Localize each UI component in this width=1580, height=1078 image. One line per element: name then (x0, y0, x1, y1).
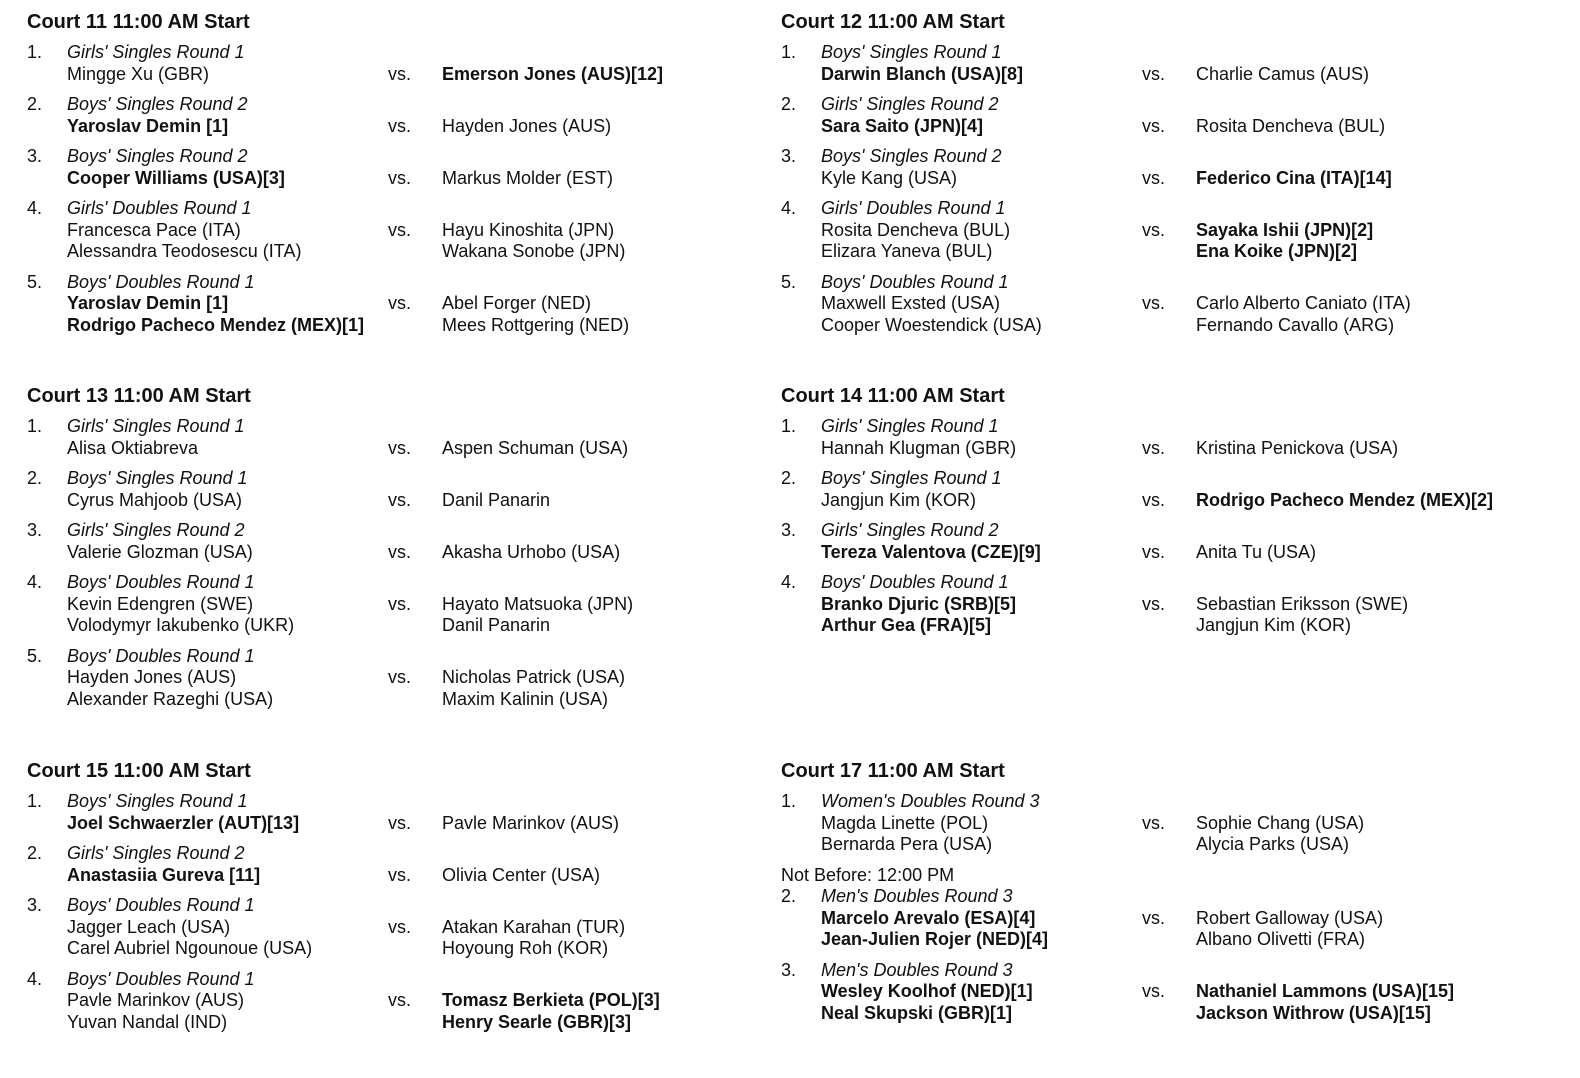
court-title: Court 15 11:00 AM Start (27, 760, 251, 782)
side-a-players (67, 917, 388, 960)
side-b-players (442, 813, 619, 835)
match-row (27, 490, 787, 512)
event-name: Girls' Singles Round 1 (67, 416, 245, 436)
vs-label: vs. (388, 489, 412, 510)
vs-label: vs. (1142, 293, 1166, 313)
player-name: Akasha Urhobo (USA) (442, 541, 621, 562)
side-a-players (821, 981, 1142, 1024)
match-number: 1. (781, 42, 797, 62)
player-name: Pavle Marinkov (AUS) (67, 990, 245, 1010)
player-name: Pavle Marinkov (AUS) (442, 812, 620, 833)
player-name: Rodrigo Pacheco Mendez (MEX)[2] (1196, 489, 1494, 510)
player-name: Hayden Jones (AUS) (442, 115, 612, 136)
court-title: Court 11 11:00 AM Start (27, 11, 250, 33)
player-name: Yaroslav Demin [1] (67, 115, 229, 136)
court-title: Court 13 11:00 AM Start (27, 385, 251, 407)
court-12-schedule (781, 10, 1541, 345)
player-name: Arthur Gea (FRA)[5] (821, 615, 991, 635)
vs-label: vs. (1142, 489, 1166, 510)
match-entry (27, 198, 787, 263)
side-b-players (1196, 908, 1383, 951)
side-a-players (821, 64, 1142, 86)
player-name: Darwin Blanch (USA)[8] (821, 63, 1024, 84)
match-entry (27, 272, 787, 337)
player-name: Charlie Camus (AUS) (1196, 63, 1370, 84)
vs-label: vs. (388, 916, 412, 937)
player-name: Tereza Valentova (CZE)[9] (821, 541, 1041, 562)
player-name: Aspen Schuman (USA) (442, 437, 629, 458)
side-b-players (442, 438, 628, 460)
player-name: Atakan Karahan (TUR) (442, 916, 626, 937)
side-a-players (67, 813, 388, 835)
vs-label: vs. (388, 812, 412, 833)
player-name: Maxwell Exsted (USA) (821, 293, 1001, 313)
match-row (27, 168, 787, 190)
side-a-players (821, 438, 1142, 460)
side-b-players (1196, 168, 1392, 190)
event-name: Boys' Doubles Round 1 (67, 895, 255, 915)
match-entry (781, 42, 1541, 85)
match-entry (781, 468, 1541, 511)
match-number: 1. (27, 791, 43, 811)
player-name: Cooper Woestendick (USA) (821, 314, 1042, 335)
match-row (781, 293, 1541, 336)
match-number: 3. (781, 146, 797, 166)
match-number: 5. (27, 271, 43, 292)
match-row (781, 168, 1541, 190)
event-name: Men's Doubles Round 3 (821, 959, 1013, 980)
match-entry (781, 146, 1541, 189)
side-b-players (1196, 981, 1454, 1024)
match-entry (781, 94, 1541, 137)
player-name: Cooper Williams (USA)[3] (67, 167, 285, 188)
side-a-players (821, 542, 1142, 564)
match-row (781, 594, 1541, 637)
side-a-players (821, 293, 1142, 336)
event-name: Girls' Singles Round 1 (67, 42, 245, 62)
player-name: Carlo Alberto Caniato (ITA) (1196, 293, 1411, 313)
event-name: Men's Doubles Round 3 (821, 886, 1013, 906)
match-number: 1. (781, 416, 797, 436)
side-b-players (442, 293, 629, 336)
side-b-players (442, 667, 625, 710)
side-b-players (442, 917, 625, 960)
match-row (781, 908, 1541, 951)
event-name: Boys' Doubles Round 1 (67, 968, 255, 989)
player-name: Ena Koike (JPN)[2] (1196, 241, 1358, 261)
side-a-players (821, 490, 1142, 512)
side-a-players (67, 542, 388, 564)
event-name: Boys' Singles Round 2 (67, 146, 248, 166)
player-name: Bernarda Pera (USA) (821, 834, 993, 854)
side-b-players (1196, 293, 1411, 336)
player-name: Alexander Razeghi (USA) (67, 688, 274, 709)
player-name: Elizara Yaneva (BUL) (821, 241, 993, 261)
side-b-players (442, 64, 663, 86)
event-name: Girls' Doubles Round 1 (67, 198, 252, 218)
side-a-players (67, 116, 388, 138)
player-name: Hayden Jones (AUS) (67, 667, 237, 687)
court-14-schedule (781, 384, 1541, 646)
match-entry (27, 146, 787, 189)
court-11-schedule (27, 10, 787, 345)
side-b-players (442, 865, 600, 887)
match-entry (27, 969, 787, 1034)
side-a-players (67, 990, 388, 1033)
player-name: Sebastian Eriksson (SWE) (1196, 593, 1409, 614)
side-a-players (67, 865, 388, 887)
player-name: Jean-Julien Rojer (NED)[4] (821, 929, 1049, 949)
vs-label: vs. (388, 219, 412, 240)
event-name: Boys' Singles Round 1 (821, 42, 1002, 62)
match-row (781, 981, 1541, 1024)
player-name: Kyle Kang (USA) (821, 167, 958, 188)
player-name: Sophie Chang (USA) (1196, 812, 1365, 833)
match-row (27, 990, 787, 1033)
side-a-players (67, 168, 388, 190)
player-name: Sara Saito (JPN)[4] (821, 115, 984, 136)
match-number: 2. (781, 886, 797, 906)
match-row (27, 917, 787, 960)
player-name: Nicholas Patrick (USA) (442, 667, 626, 687)
match-entry (27, 42, 787, 85)
match-number: 3. (27, 895, 43, 915)
side-a-players (67, 64, 388, 86)
event-name: Girls' Singles Round 1 (821, 416, 999, 436)
player-name: Hayu Kinoshita (JPN) (442, 219, 615, 240)
match-number: 3. (781, 520, 797, 540)
match-entry (27, 416, 787, 459)
vs-label: vs. (1142, 907, 1166, 928)
vs-label: vs. (1142, 437, 1166, 458)
match-number: 1. (27, 42, 43, 62)
match-row (781, 490, 1541, 512)
match-entry (27, 895, 787, 960)
player-name: Hayato Matsuoka (JPN) (442, 593, 634, 614)
court-title: Court 17 11:00 AM Start (781, 760, 1005, 782)
player-name: Rosita Dencheva (BUL) (821, 219, 1011, 240)
match-entry (27, 572, 787, 637)
match-entry (781, 198, 1541, 263)
match-number: 5. (781, 271, 797, 292)
player-name: Albano Olivetti (FRA) (1196, 929, 1366, 949)
event-name: Women's Doubles Round 3 (821, 791, 1040, 811)
vs-label: vs. (388, 667, 412, 687)
court-title: Court 14 11:00 AM Start (781, 385, 1005, 407)
event-name: Boys' Doubles Round 1 (821, 271, 1009, 292)
side-a-players (821, 220, 1142, 263)
side-b-players (1196, 438, 1398, 460)
player-name: Fernando Cavallo (ARG) (1196, 314, 1395, 335)
player-name: Sayaka Ishii (JPN)[2] (1196, 219, 1374, 240)
player-name: Kevin Edengren (SWE) (67, 593, 254, 614)
side-b-players (1196, 813, 1364, 856)
event-name: Girls' Singles Round 2 (821, 520, 999, 540)
player-name: Robert Galloway (USA) (1196, 907, 1384, 928)
side-b-players (442, 490, 550, 512)
match-entry (27, 843, 787, 886)
event-name: Boys' Singles Round 1 (67, 468, 248, 488)
match-row (781, 813, 1541, 856)
match-row (781, 542, 1541, 564)
player-name: Hoyoung Roh (KOR) (442, 938, 609, 958)
vs-label: vs. (388, 437, 412, 458)
side-b-players (1196, 64, 1369, 86)
player-name: Joel Schwaerzler (AUT)[13] (67, 812, 300, 833)
vs-label: vs. (1142, 219, 1166, 240)
player-name: Mingge Xu (GBR) (67, 63, 210, 84)
match-row (27, 220, 787, 263)
match-entry (27, 646, 787, 711)
vs-label: vs. (1142, 63, 1166, 84)
match-row (27, 865, 787, 887)
match-entry (781, 272, 1541, 337)
side-a-players (67, 438, 388, 460)
event-name: Girls' Doubles Round 1 (821, 198, 1006, 218)
player-name: Henry Searle (GBR)[3] (442, 1011, 632, 1032)
match-number: 4. (27, 198, 43, 218)
vs-label: vs. (1142, 115, 1166, 136)
player-name: Abel Forger (NED) (442, 293, 592, 313)
side-b-players (1196, 490, 1493, 512)
match-number: 3. (27, 146, 43, 166)
match-row (27, 293, 787, 336)
match-number: 3. (781, 959, 797, 980)
vs-label: vs. (388, 864, 412, 885)
player-name: Wakana Sonobe (JPN) (442, 241, 626, 261)
vs-label: vs. (388, 990, 412, 1010)
side-b-players (442, 220, 625, 263)
match-number: 4. (781, 572, 797, 592)
match-row (781, 64, 1541, 86)
side-a-players (821, 908, 1142, 951)
player-name: Anastasiia Gureva [11] (67, 864, 261, 885)
player-name: Alessandra Teodosescu (ITA) (67, 241, 302, 261)
event-name: Boys' Singles Round 1 (67, 791, 248, 811)
match-number: 4. (27, 968, 43, 989)
player-name: Alycia Parks (USA) (1196, 834, 1350, 854)
player-name: Danil Panarin (442, 489, 551, 510)
match-number: 4. (781, 198, 797, 218)
event-name: Boys' Singles Round 2 (821, 146, 1002, 166)
player-name: Hannah Klugman (GBR) (821, 437, 1017, 458)
side-b-players (442, 990, 660, 1033)
player-name: Cyrus Mahjoob (USA) (67, 489, 243, 510)
match-number: 4. (27, 572, 43, 592)
player-name: Danil Panarin (442, 615, 551, 635)
player-name: Branko Djuric (SRB)[5] (821, 593, 1017, 614)
player-name: Magda Linette (POL) (821, 812, 989, 833)
event-name: Boys' Doubles Round 1 (821, 572, 1009, 592)
side-b-players (442, 542, 620, 564)
match-row (781, 116, 1541, 138)
side-b-players (442, 594, 633, 637)
side-a-players (67, 220, 388, 263)
match-entry (781, 886, 1541, 951)
match-row (27, 667, 787, 710)
match-number: 5. (27, 645, 43, 666)
side-a-players (821, 594, 1142, 637)
player-name: Rosita Dencheva (BUL) (1196, 115, 1386, 136)
match-row (27, 116, 787, 138)
match-number: 2. (781, 468, 797, 488)
event-name: Boys' Doubles Round 1 (67, 271, 255, 292)
vs-label: vs. (388, 115, 412, 136)
vs-label: vs. (388, 293, 412, 313)
vs-label: vs. (388, 167, 412, 188)
side-a-players (67, 293, 388, 336)
vs-label: vs. (388, 541, 412, 562)
player-name: Alisa Oktiabreva (67, 437, 199, 458)
vs-label: vs. (1142, 541, 1166, 562)
match-row (27, 594, 787, 637)
side-b-players (1196, 116, 1385, 138)
match-row (781, 220, 1541, 263)
match-number: 2. (27, 843, 43, 863)
side-a-players (67, 490, 388, 512)
player-name: Yuvan Nandal (IND) (67, 1011, 228, 1032)
match-number: 2. (781, 94, 797, 114)
match-row (27, 438, 787, 460)
event-name: Boys' Singles Round 1 (821, 468, 1002, 488)
player-name: Carel Aubriel Ngounoue (USA) (67, 938, 313, 958)
player-name: Yaroslav Demin [1] (67, 293, 229, 313)
side-b-players (442, 116, 611, 138)
court-15-schedule (27, 759, 787, 1042)
match-entry (781, 572, 1541, 637)
side-a-players (821, 813, 1142, 856)
player-name: Olivia Center (USA) (442, 864, 601, 885)
match-number: 2. (27, 468, 43, 488)
player-name: Kristina Penickova (USA) (1196, 437, 1399, 458)
player-name: Francesca Pace (ITA) (67, 219, 241, 240)
player-name: Valerie Glozman (USA) (67, 541, 253, 562)
court-13-schedule (27, 384, 787, 719)
player-name: Markus Molder (EST) (442, 167, 614, 188)
player-name: Marcelo Arevalo (ESA)[4] (821, 907, 1036, 928)
side-b-players (1196, 594, 1408, 637)
match-entry (781, 416, 1541, 459)
match-entry (781, 960, 1541, 1025)
side-a-players (821, 116, 1142, 138)
player-name: Jangjun Kim (KOR) (821, 489, 977, 510)
match-number: 1. (27, 416, 43, 436)
event-name: Girls' Singles Round 2 (67, 843, 245, 863)
vs-label: vs. (1142, 812, 1166, 833)
player-name: Emerson Jones (AUS)[12] (442, 63, 664, 84)
event-name: Boys' Doubles Round 1 (67, 645, 255, 666)
match-row (27, 64, 787, 86)
player-name: Neal Skupski (GBR)[1] (821, 1002, 1013, 1023)
match-entry (27, 94, 787, 137)
player-name: Jagger Leach (USA) (67, 916, 231, 937)
court-title: Court 12 11:00 AM Start (781, 11, 1005, 33)
court-17-schedule (781, 759, 1541, 1033)
player-name: Jangjun Kim (KOR) (1196, 615, 1352, 635)
event-name: Boys' Doubles Round 1 (67, 572, 255, 592)
side-a-players (821, 168, 1142, 190)
side-a-players (67, 594, 388, 637)
vs-label: vs. (388, 593, 412, 614)
player-name: Nathaniel Lammons (USA)[15] (1196, 981, 1455, 1001)
match-entry (27, 520, 787, 563)
event-name: Girls' Singles Round 2 (821, 94, 999, 114)
match-number: 1. (781, 791, 797, 811)
side-b-players (1196, 542, 1316, 564)
match-entry (27, 468, 787, 511)
match-row (781, 438, 1541, 460)
player-name: Wesley Koolhof (NED)[1] (821, 981, 1033, 1001)
player-name: Rodrigo Pacheco Mendez (MEX)[1] (67, 314, 365, 335)
match-entry (781, 791, 1541, 856)
vs-label: vs. (1142, 593, 1166, 614)
vs-label: vs. (388, 63, 412, 84)
match-row (27, 813, 787, 835)
match-entry (781, 520, 1541, 563)
player-name: Volodymyr Iakubenko (UKR) (67, 615, 295, 635)
side-b-players (1196, 220, 1373, 263)
vs-label: vs. (1142, 167, 1166, 188)
match-entry (27, 791, 787, 834)
player-name: Anita Tu (USA) (1196, 541, 1317, 562)
side-b-players (442, 168, 613, 190)
match-number: 2. (27, 94, 43, 114)
player-name: Maxim Kalinin (USA) (442, 688, 609, 709)
event-name: Boys' Singles Round 2 (67, 94, 248, 114)
event-name: Girls' Singles Round 2 (67, 520, 245, 540)
player-name: Federico Cina (ITA)[14] (1196, 167, 1392, 188)
match-row (27, 542, 787, 564)
not-before-time: Not Before: 12:00 PM (781, 864, 955, 885)
vs-label: vs. (1142, 981, 1166, 1001)
player-name: Jackson Withrow (USA)[15] (1196, 1002, 1431, 1023)
player-name: Mees Rottgering (NED) (442, 314, 630, 335)
side-a-players (67, 667, 388, 710)
match-number: 3. (27, 520, 43, 540)
player-name: Tomasz Berkieta (POL)[3] (442, 990, 660, 1010)
